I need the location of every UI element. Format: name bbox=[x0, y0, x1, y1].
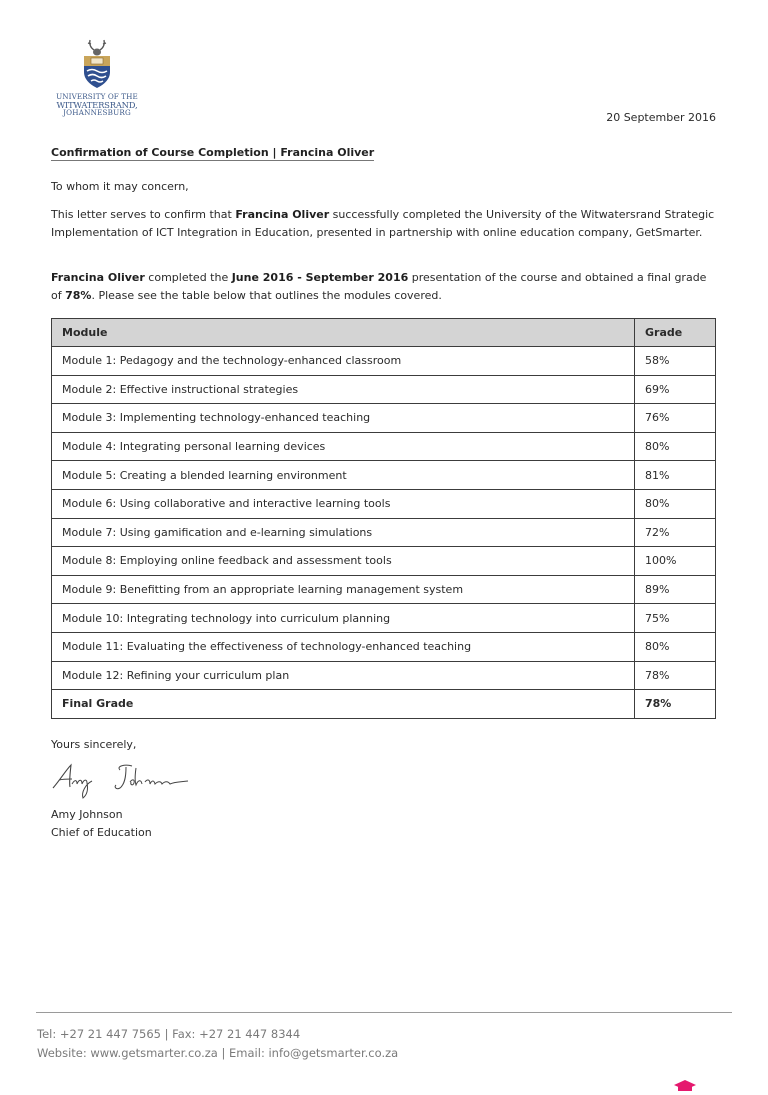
module-grade: 76% bbox=[635, 404, 716, 433]
table-row bbox=[52, 604, 716, 633]
table-row bbox=[52, 404, 716, 433]
module-name: Module 2: Effective instructional strategies bbox=[52, 375, 635, 404]
body-paragraph-1 bbox=[51, 206, 717, 242]
table-row bbox=[52, 661, 716, 690]
module-name: Module 5: Creating a blended learning environment bbox=[52, 461, 635, 490]
final-grade-inline: 78% bbox=[65, 289, 92, 302]
module-grade: 80% bbox=[635, 632, 716, 661]
body2-text: completed the bbox=[144, 271, 232, 284]
header-module: Module bbox=[52, 319, 635, 347]
signatory bbox=[51, 806, 152, 842]
body2-text: . Please see the table below that outlines the modules covered. bbox=[91, 289, 442, 302]
course-period: June 2016 - September 2016 bbox=[231, 271, 409, 284]
module-name: Module 3: Implementing technology-enhanced teaching bbox=[52, 404, 635, 433]
student-name: Francina Oliver bbox=[51, 271, 145, 284]
module-grade: 80% bbox=[635, 489, 716, 518]
footer-web-email: Website: www.getsmarter.co.za | Email: info@getsmarter.co.za bbox=[37, 1046, 399, 1060]
module-name: Module 12: Refining your curriculum plan bbox=[52, 661, 635, 690]
final-grade-label: Final Grade bbox=[52, 690, 635, 719]
header-grade: Grade bbox=[635, 319, 716, 347]
table-row bbox=[52, 547, 716, 576]
graduation-cap-icon bbox=[673, 1076, 697, 1095]
body2-text: presentation of the course and obtained a final grade of bbox=[51, 271, 707, 302]
student-name: Francina Oliver bbox=[235, 208, 330, 221]
module-name: Module 9: Benefitting from an appropriate learning management system bbox=[52, 575, 635, 604]
letter-date: 20 September 2016 bbox=[606, 111, 716, 124]
table-row bbox=[52, 575, 716, 604]
footer-divider bbox=[36, 1012, 732, 1013]
table-row bbox=[52, 518, 716, 547]
signatory-name: Amy Johnson bbox=[51, 808, 123, 821]
body1-post: successfully completed the University of the Witwatersrand Strategic Implementation of ICT Integration in Education, presented in partnership with online education company, GetSmarter. bbox=[51, 208, 715, 239]
body1-pre: This letter serves to confirm that bbox=[51, 208, 236, 221]
table-row bbox=[52, 432, 716, 461]
table-row bbox=[52, 347, 716, 376]
table-row bbox=[52, 632, 716, 661]
table-header-row bbox=[52, 319, 716, 347]
module-grade: 100% bbox=[635, 547, 716, 576]
table-row bbox=[52, 461, 716, 490]
logo-line-2: WITWATERSRAND, bbox=[56, 99, 138, 110]
module-name: Module 10: Integrating technology into curriculum planning bbox=[52, 604, 635, 633]
greeting: To whom it may concern, bbox=[51, 180, 189, 193]
module-grade: 81% bbox=[635, 461, 716, 490]
module-name: Module 1: Pedagogy and the technology-enhanced classroom bbox=[52, 347, 635, 376]
footer-contact bbox=[37, 1025, 398, 1063]
module-grade: 69% bbox=[635, 375, 716, 404]
logo-line-1: UNIVERSITY OF THE bbox=[56, 92, 138, 101]
footer-phone-fax: Tel: +27 21 447 7565 | Fax: +27 21 447 8344 bbox=[37, 1027, 301, 1041]
module-grade: 75% bbox=[635, 604, 716, 633]
closing: Yours sincerely, bbox=[51, 738, 137, 751]
module-grade: 78% bbox=[635, 661, 716, 690]
table-row bbox=[52, 489, 716, 518]
module-grade: 89% bbox=[635, 575, 716, 604]
module-grade: 80% bbox=[635, 432, 716, 461]
module-grade: 72% bbox=[635, 518, 716, 547]
letter-subject: Confirmation of Course Completion | Francina Oliver bbox=[51, 146, 375, 159]
university-logo bbox=[50, 38, 144, 117]
table-row bbox=[52, 375, 716, 404]
modules-table bbox=[51, 318, 716, 719]
university-crest-icon bbox=[77, 38, 117, 90]
module-grade: 58% bbox=[635, 347, 716, 376]
body-paragraph-2 bbox=[51, 269, 717, 305]
module-name: Module 6: Using collaborative and interactive learning tools bbox=[52, 489, 635, 518]
final-grade-value: 78% bbox=[635, 690, 716, 719]
module-name: Module 7: Using gamification and e-learning simulations bbox=[52, 518, 635, 547]
module-name: Module 11: Evaluating the effectiveness of technology-enhanced teaching bbox=[52, 632, 635, 661]
module-name: Module 4: Integrating personal learning devices bbox=[52, 432, 635, 461]
logo-line-3: JOHANNESBURG bbox=[63, 108, 131, 118]
module-name: Module 8: Employing online feedback and assessment tools bbox=[52, 547, 635, 576]
final-grade-row bbox=[52, 690, 716, 719]
signatory-title: Chief of Education bbox=[51, 826, 152, 839]
handwritten-signature-icon bbox=[50, 760, 195, 806]
